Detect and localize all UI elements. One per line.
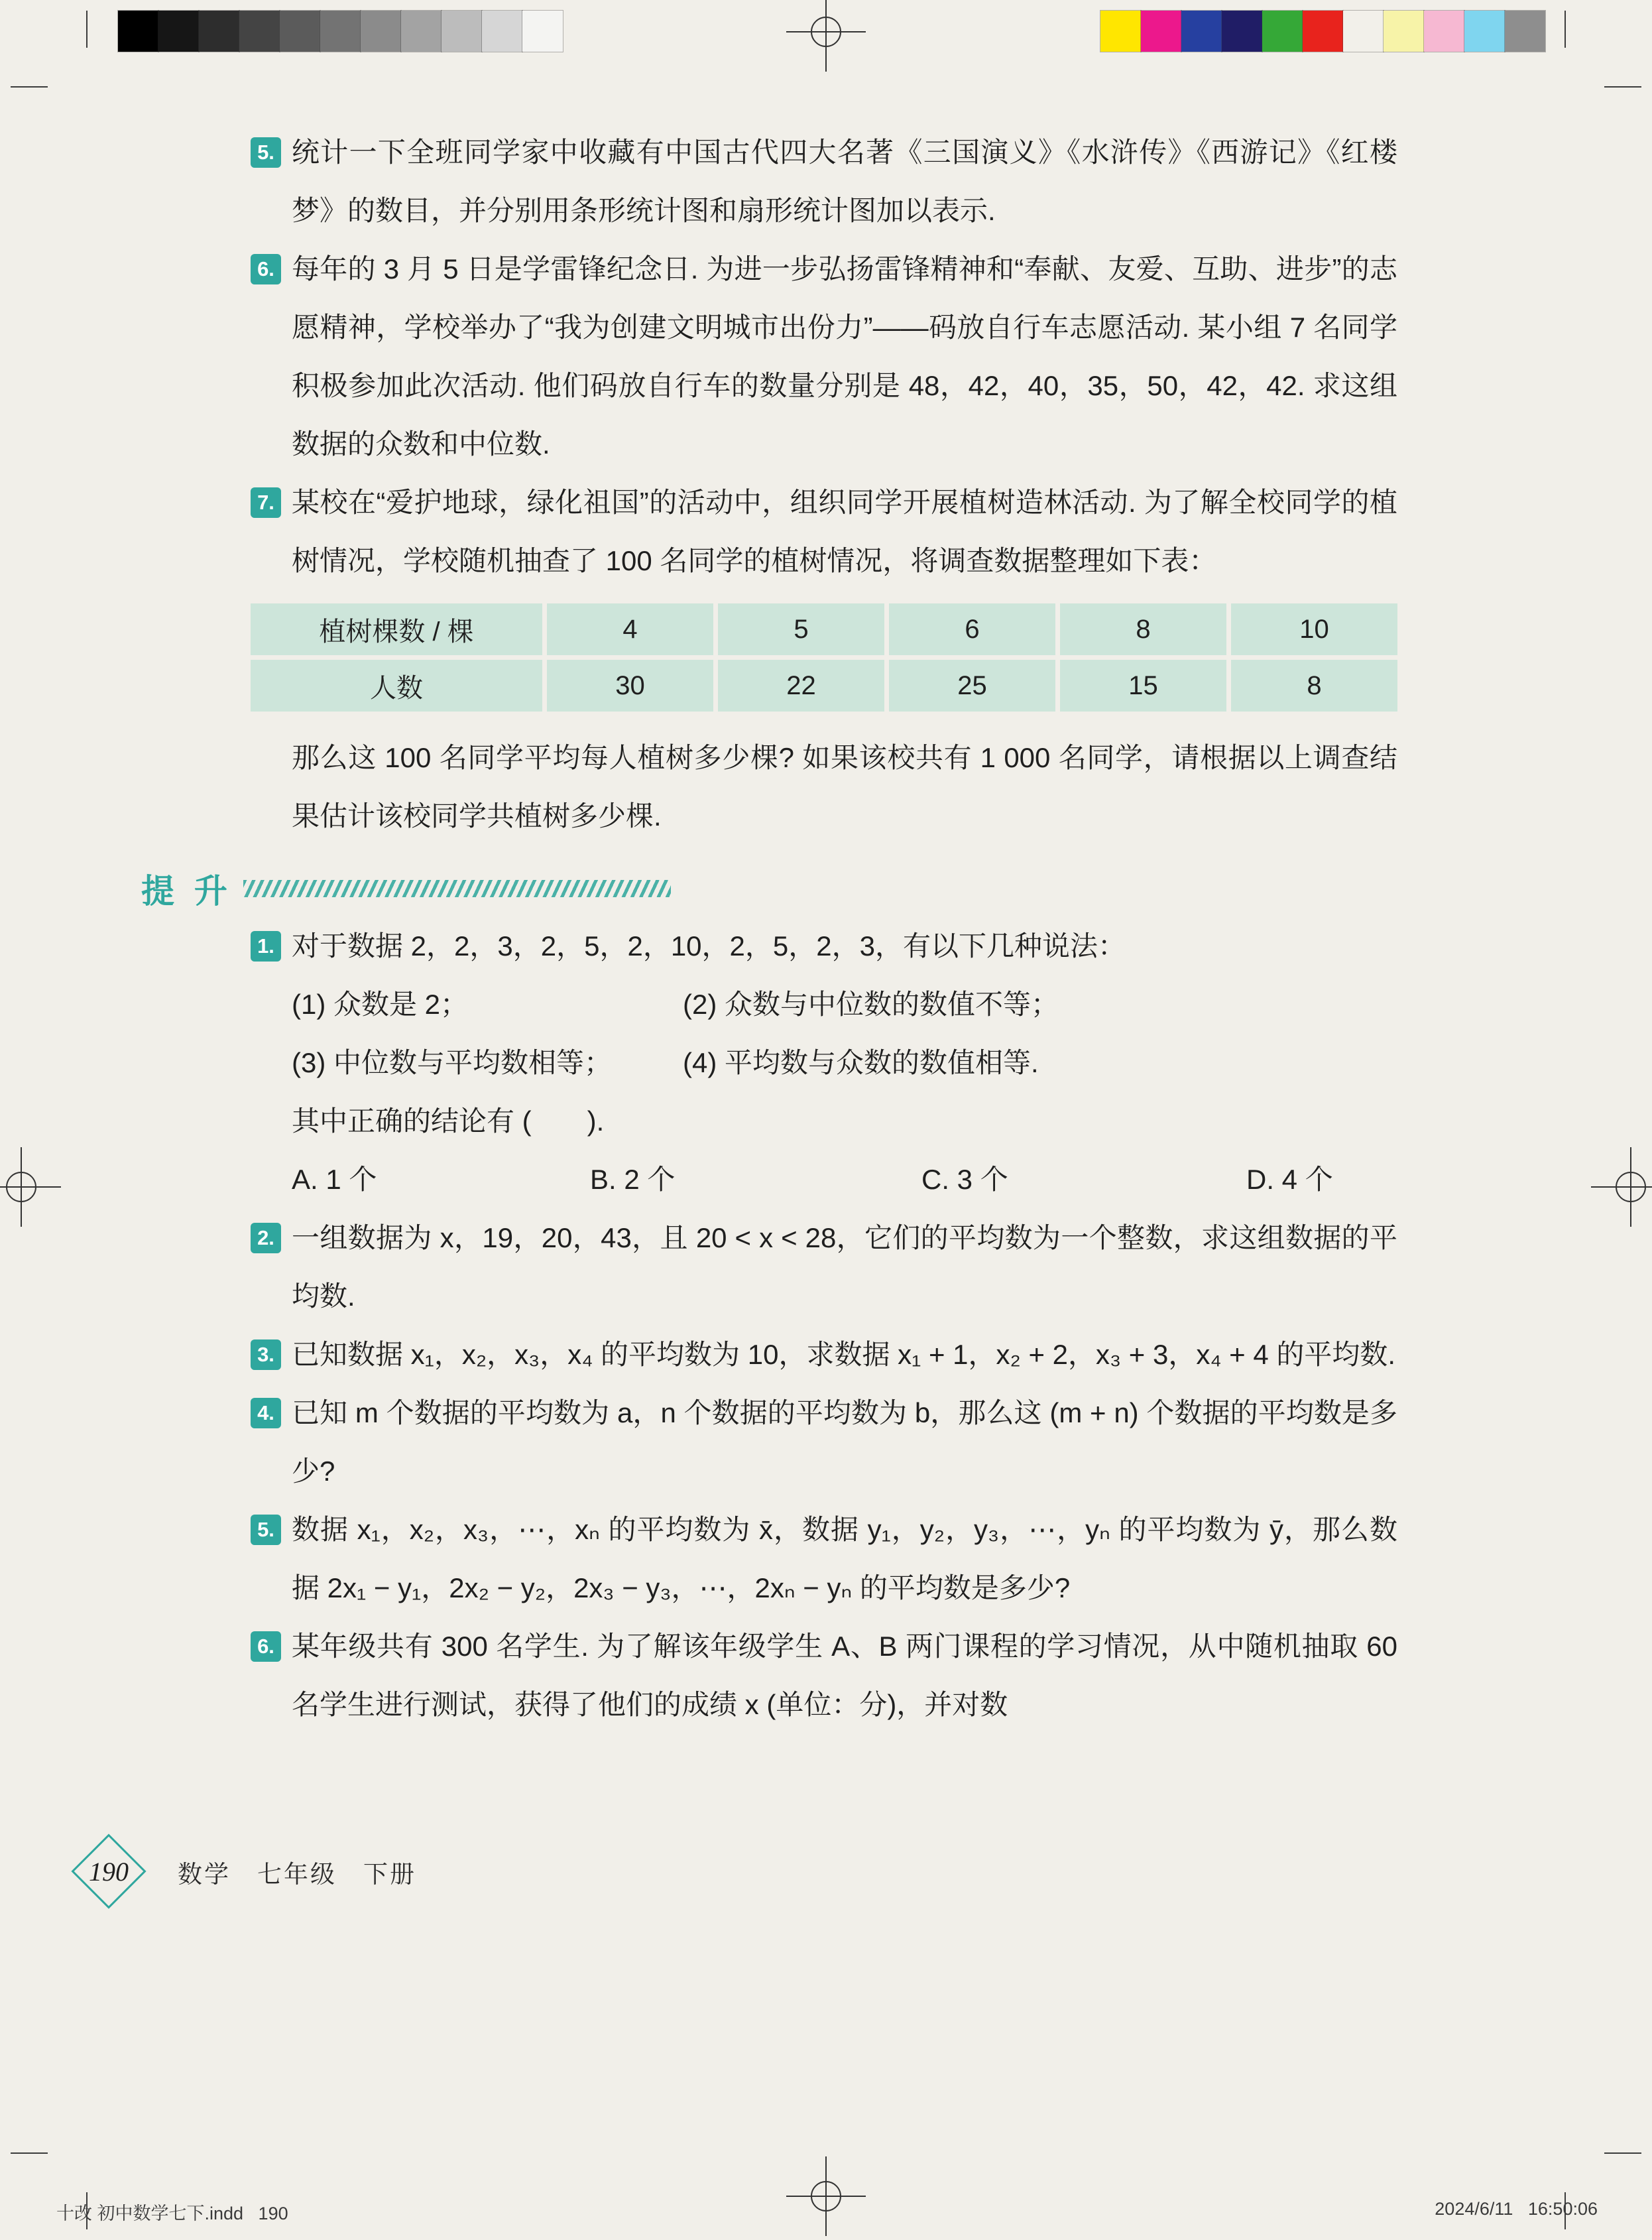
exercise-text: 每年的 3 月 5 日是学雷锋纪念日. 为进一步弘扬雷锋精神和“奉献、友爱、互助、进步”的志愿精神，学校举办了“我为创建文明城市出份力”——码放自行车志愿活动. 某小组 7 名同学积极参加此次活动. 他们码放自行车的数量分别是 48，42，40，35，50，42，42. 求这组数据的众数和中位数.	[292, 253, 1397, 460]
lift-item-2	[251, 1209, 1397, 1326]
table-header-cell: 6	[889, 603, 1055, 655]
exercise-item-6	[251, 240, 1397, 473]
trim-mark	[1564, 11, 1566, 48]
exercise-number-badge: 6.	[251, 1631, 281, 1662]
lift-item-1-intro: 对于数据 2，2，3，2，5，2，10，2，5，2，3，有以下几种说法：	[292, 930, 1126, 962]
gray-swatch	[118, 11, 158, 52]
gray-swatch	[361, 11, 401, 52]
exercise-item-5	[251, 123, 1397, 240]
color-swatch	[1343, 11, 1384, 52]
trim-mark	[11, 2152, 48, 2154]
exercise-number-badge: 4.	[251, 1398, 281, 1428]
page-content	[141, 123, 1397, 1734]
gray-swatch	[158, 11, 199, 52]
section-header	[141, 865, 1397, 912]
color-swatch	[1424, 11, 1464, 52]
exercise-number-badge: 7.	[251, 487, 281, 518]
registration-mark-left	[0, 1147, 61, 1227]
lift-item-5	[251, 1501, 1397, 1617]
page-number: 190	[89, 1856, 129, 1887]
exercise-number-badge: 5.	[251, 137, 281, 168]
color-swatch	[1303, 11, 1343, 52]
table-header-cell: 5	[718, 603, 884, 655]
color-swatch	[1464, 11, 1505, 52]
gray-swatch	[482, 11, 522, 52]
statement-3: (3) 中位数与平均数相等；	[292, 1047, 613, 1078]
print-footer-right: 2024/6/11 16:50:06	[1435, 2199, 1598, 2219]
gray-swatch	[199, 11, 239, 52]
lift-item-1-options	[292, 1151, 1397, 1209]
exercise-text: 一组数据为 x，19，20，43，且 20 < x < 28，它们的平均数为一个整数，求这组数据的平均数.	[292, 1222, 1397, 1312]
lift-item-1-statements	[292, 975, 1397, 1092]
table-value-cell: 22	[718, 660, 884, 712]
registration-mark-bottom-center	[786, 2156, 866, 2236]
section-title: 提 升	[141, 873, 233, 910]
exercise-number-badge: 3.	[251, 1339, 281, 1370]
registration-mark-top-center	[786, 0, 866, 72]
statement-1: (1) 众数是 2；	[292, 989, 469, 1020]
option-c: C. 3 个	[921, 1164, 1008, 1195]
exercise-text: 已知数据 x₁，x₂，x₃，x₄ 的平均数为 10，求数据 x₁ + 1，x₂ + 2，x₃ + 3，x₄ + 4 的平均数.	[292, 1339, 1396, 1370]
color-swatch	[1505, 11, 1545, 52]
statement-2: (2) 众数与中位数的数值不等；	[683, 989, 1059, 1020]
trim-mark	[86, 11, 88, 48]
lift-item-1-body	[292, 917, 1397, 1209]
lift-item-1	[251, 917, 1397, 1209]
gray-swatch	[442, 11, 482, 52]
registration-mark-right	[1591, 1147, 1652, 1227]
exercise-text: 某年级共有 300 名学生. 为了解该年级学生 A、B 两门课程的学习情况，从中随机抽取 60 名学生进行测试，获得了他们的成绩 x (单位：分)，并对数	[292, 1631, 1397, 1720]
color-swatch	[1384, 11, 1424, 52]
table-header-cell: 4	[547, 603, 713, 655]
table-value-cell: 8	[1231, 660, 1397, 712]
statement-4: (4) 平均数与众数的数值相等.	[683, 1047, 1039, 1078]
trim-mark	[11, 86, 48, 88]
option-d: D. 4 个	[1246, 1164, 1333, 1195]
exercise-number-badge: 5.	[251, 1515, 281, 1545]
table-value-cell: 30	[547, 660, 713, 712]
table-value-cell: 25	[889, 660, 1055, 712]
color-swatch	[1141, 11, 1181, 52]
option-a: A. 1 个	[292, 1164, 377, 1195]
gray-swatch	[401, 11, 442, 52]
exercise-text: 统计一下全班同学家中收藏有中国古代四大名著《三国演义》《水浒传》《西游记》《红楼梦》的数目，并分别用条形统计图和扇形统计图加以表示.	[292, 137, 1397, 226]
exercise-number-badge: 6.	[251, 254, 281, 284]
exercise-text: 已知 m 个数据的平均数为 a，n 个数据的平均数为 b，那么这 (m + n) 个数据的平均数是多少?	[292, 1397, 1397, 1487]
color-swatch	[1222, 11, 1262, 52]
table-value-cell: 15	[1060, 660, 1226, 712]
color-swatch	[1262, 11, 1303, 52]
color-swatch	[1181, 11, 1222, 52]
page-number-diamond	[74, 1837, 143, 1906]
color-calibration-strip	[1100, 11, 1545, 52]
hatch-decoration	[243, 880, 671, 897]
exercise-7-question: 那么这 100 名同学平均每人植树多少棵? 如果该校共有 1 000 名同学，请根据以上调查结果估计该校同学共植树多少棵.	[292, 742, 1397, 832]
tree-planting-table	[251, 603, 1397, 712]
lift-item-6	[251, 1617, 1397, 1734]
gray-swatch	[239, 11, 280, 52]
exercise-text: 某校在“爱护地球，绿化祖国”的活动中，组织同学开展植树造林活动. 为了解全校同学的植树情况，学校随机抽查了 100 名同学的植树情况，将调查数据整理如下表：	[292, 487, 1397, 576]
exercise-number-badge: 2.	[251, 1223, 281, 1253]
gray-swatch	[320, 11, 361, 52]
trim-mark	[1604, 86, 1641, 88]
exercise-number-badge: 1.	[251, 931, 281, 962]
table-header-cell: 8	[1060, 603, 1226, 655]
print-footer-left: 十改 初中数学七下.indd 190	[56, 2204, 288, 2223]
gray-swatch	[280, 11, 320, 52]
book-label: 数学 七年级 下册	[178, 1861, 416, 1888]
exercise-text: 数据 x₁，x₂，x₃，⋯，xₙ 的平均数为 x̄，数据 y₁，y₂，y₃，⋯，yₙ 的平均数为 ȳ，那么数据 2x₁ − y₁，2x₂ − y₂，2x₃ − y₃，⋯，2xₙ − yₙ 的平均数是多少?	[292, 1514, 1397, 1603]
table-row-label: 人数	[251, 660, 542, 712]
table-header-cell: 植树棵数 / 棵	[251, 603, 542, 655]
trim-mark	[1604, 2152, 1641, 2154]
option-b: B. 2 个	[590, 1164, 676, 1195]
gray-swatch	[522, 11, 563, 52]
lift-item-3	[251, 1326, 1397, 1384]
grayscale-calibration-strip	[118, 11, 563, 52]
lift-item-1-conclusion: 其中正确的结论有 ( ).	[292, 1105, 605, 1137]
lift-item-4	[251, 1384, 1397, 1501]
color-swatch	[1100, 11, 1141, 52]
exercise-item-7	[251, 473, 1397, 590]
table-header-cell: 10	[1231, 603, 1397, 655]
